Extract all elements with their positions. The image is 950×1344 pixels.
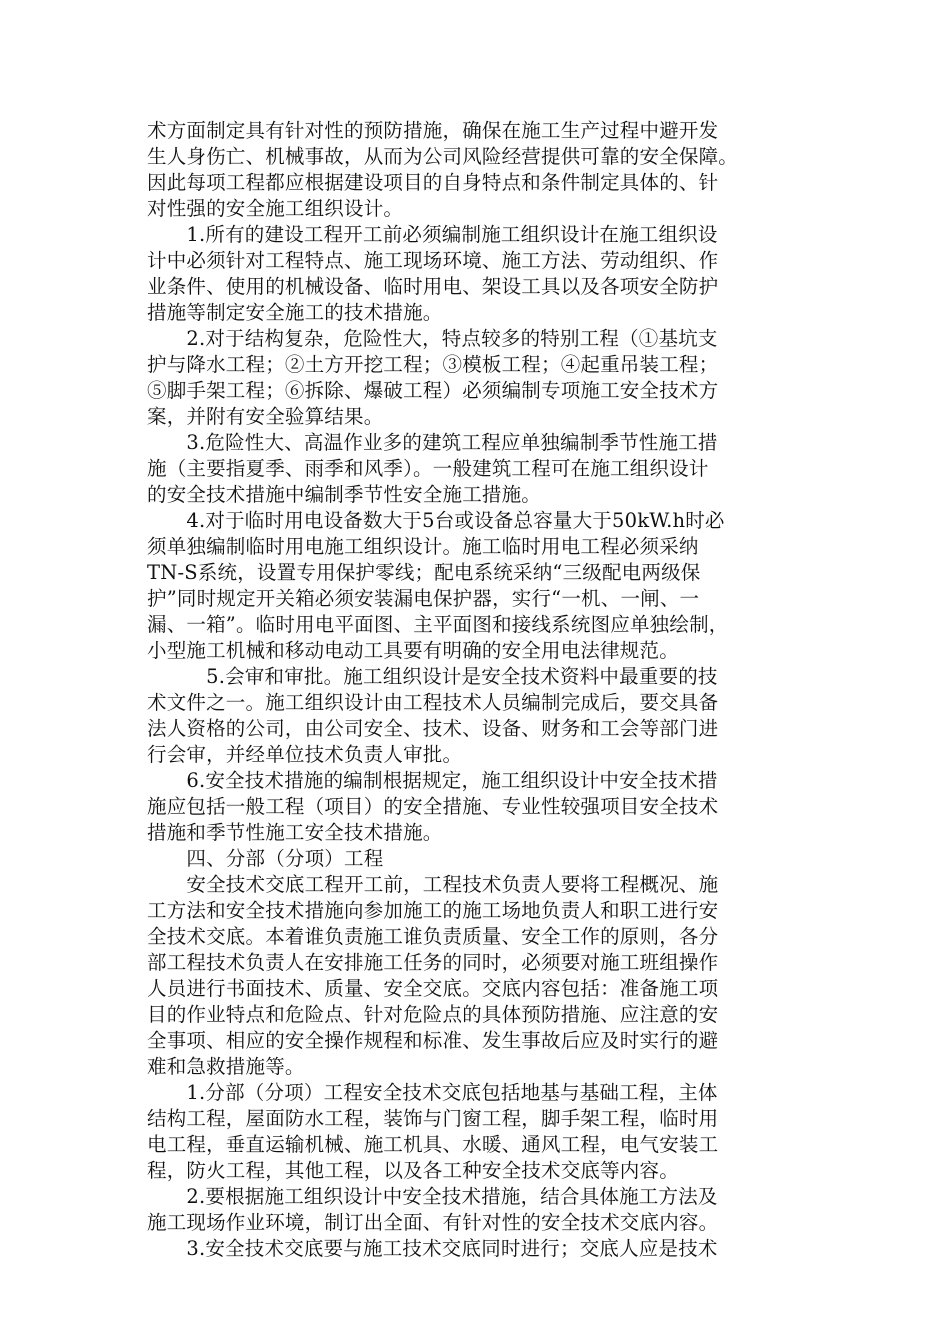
text-line: 5.会审和审批。施工组织设计是安全技术资料中最重要的技 [147,665,718,688]
text-line: 对性强的安全施工组织设计。 [147,197,404,220]
text-line: 工方法和安全技术措施向参加施工的施工场地负责人和职工进行安 [147,899,719,922]
text-line: 案，并附有安全验算结果。 [147,405,384,428]
text-line: 施工现场作业环境，制订出全面、有针对性的安全技术交底内容。 [147,1211,719,1234]
text-line: 须单独编制临时用电施工组织设计。施工临时用电工程必须采纳 [147,535,699,558]
text-line: 业条件、使用的机械设备、临时用电、架设工具以及各项安全防护 [147,275,719,298]
text-line: 小型施工机械和移动电动工具要有明确的安全用电法律规范。 [147,639,679,662]
text-line: 因此每项工程都应根据建设项目的自身特点和条件制定具体的、针 [147,171,719,194]
text-line: 法人资格的公司，由公司安全、技术、设备、财务和工会等部门进 [147,717,719,740]
text-line: 四、分部（分项）工程 [147,847,384,870]
text-line: 漏、一箱”。临时用电平面图、主平面图和接线系统图应单独绘制， [147,613,729,636]
text-line: 施应包括一般工程（项目）的安全措施、专业性较强项目安全技术 [147,795,719,818]
text-line: 2.要根据施工组织设计中安全技术措施，结合具体施工方法及 [147,1185,718,1208]
text-line: 人员进行书面技术、质量、安全交底。交底内容包括：准备施工项 [147,977,719,1000]
text-line: 6.安全技术措施的编制根据规定，施工组织设计中安全技术措 [147,769,718,792]
text-line: 部工程技术负责人在安排施工任务的同时，必须要对施工班组操作 [147,951,719,974]
text-line: 全事项、相应的安全操作规程和标准、发生事故后应及时实行的避 [147,1029,719,1052]
text-line: 安全技术交底工程开工前，工程技术负责人要将工程概况、施 [147,873,719,896]
text-line: 护”同时规定开关箱必须安装漏电保护器，实行“一机、一闸、一 [147,587,700,610]
text-line: 结构工程，屋面防水工程，装饰与门窗工程，脚手架工程，临时用 [147,1107,719,1130]
text-line: 计中必须针对工程特点、施工现场环境、施工方法、劳动组织、作 [147,249,719,272]
text-line: 3.安全技术交底要与施工技术交底同时进行；交底人应是技术 [147,1237,718,1260]
text-line: 术方面制定具有针对性的预防措施，确保在施工生产过程中避开发 [147,119,719,142]
text-line: 行会审，并经单位技术负责人审批。 [147,743,463,766]
text-line: 术文件之一。施工组织设计由工程技术人员编制完成后，要交具备 [147,691,719,714]
text-line: 措施和季节性施工安全技术措施。 [147,821,443,844]
text-line: 程，防火工程，其他工程，以及各工种安全技术交底等内容。 [147,1159,679,1182]
text-line: 生人身伤亡、机械事故，从而为公司风险经营提供可靠的安全保障。 [147,145,739,168]
text-line: 1.所有的建设工程开工前必须编制施工组织设计在施工组织设 [147,223,718,246]
text-line: 全技术交底。本着谁负责施工谁负责质量、安全工作的原则，各分 [147,925,719,948]
text-line: 电工程，垂直运输机械、施工机具、水暖、通风工程，电气安装工 [147,1133,719,1156]
text-line: 4.对于临时用电设备数大于5台或设备总容量大于50kW.h时必 [147,509,725,532]
text-line: 护与降水工程；②土方开挖工程；③模板工程；④起重吊装工程； [147,353,719,376]
text-line: ⑤脚手架工程；⑥拆除、爆破工程）必须编制专项施工安全技术方 [147,379,719,402]
text-line: 难和急救措施等。 [147,1055,305,1078]
text-line: TN-S系统，设置专用保护零线；配电系统采纳“三级配电两级保 [147,561,701,584]
text-line: 措施等制定安全施工的技术措施。 [147,301,443,324]
body-text [147,118,807,1262]
text-line: 施（主要指夏季、雨季和风季）。一般建筑工程可在施工组织设计 [147,457,709,480]
text-line: 的安全技术措施中编制季节性安全施工措施。 [147,483,542,506]
text-line: 目的作业特点和危险点、针对危险点的具体预防措施、应注意的安 [147,1003,719,1026]
text-line: 3.危险性大、高温作业多的建筑工程应单独编制季节性施工措 [147,431,718,454]
text-line: 1.分部（分项）工程安全技术交底包括地基与基础工程，主体 [147,1081,718,1104]
text-line: 2.对于结构复杂，危险性大，特点较多的特别工程（①基坑支 [147,327,718,350]
